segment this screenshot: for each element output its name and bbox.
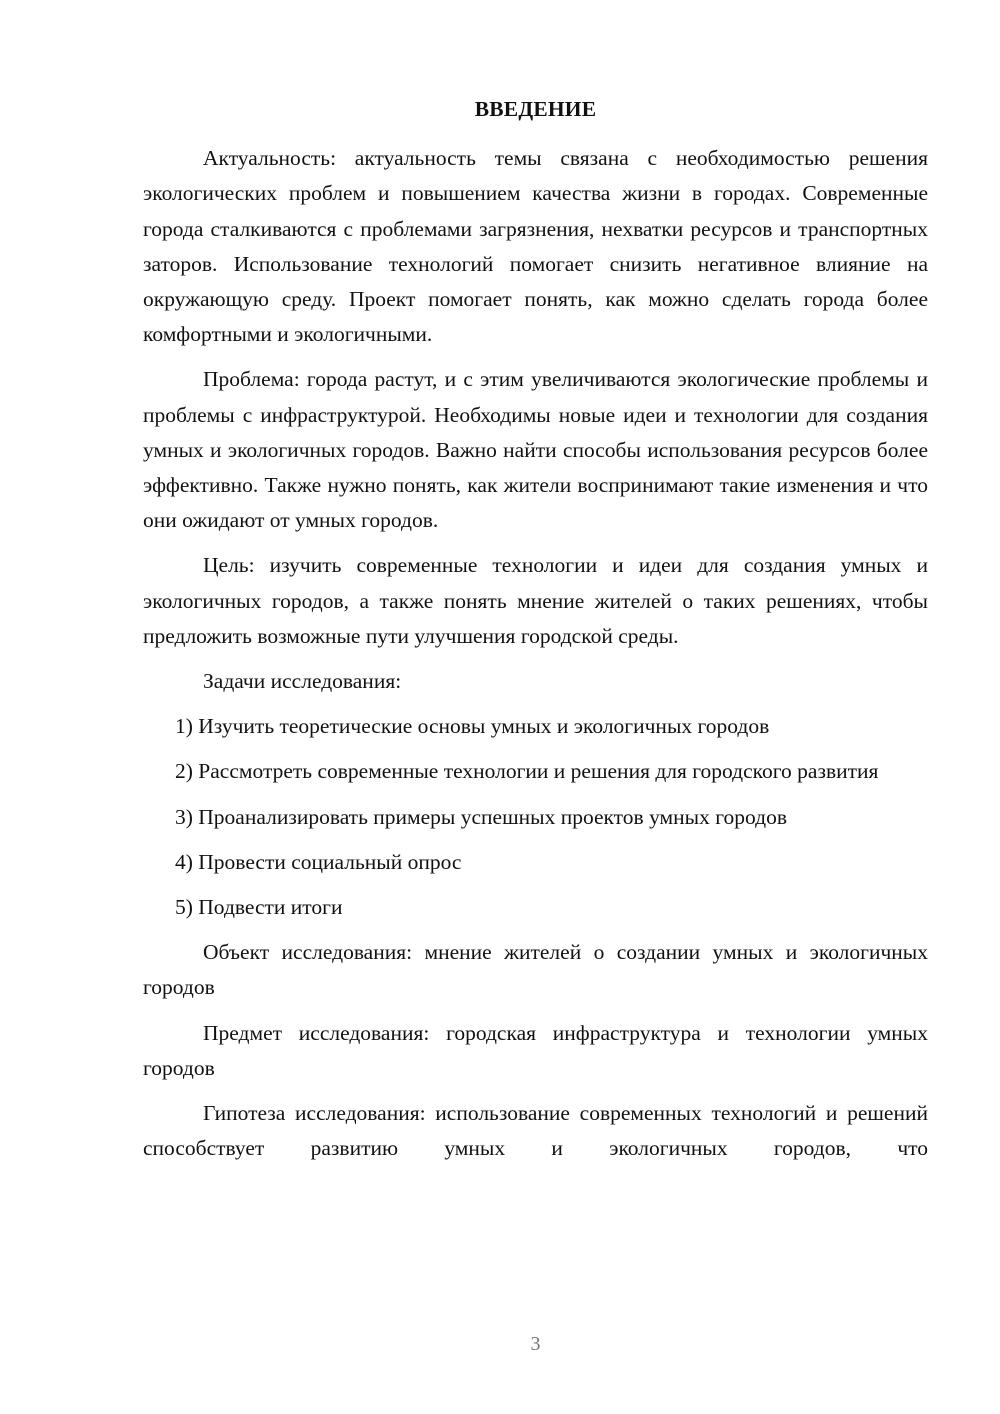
task-item: 3) Проанализировать примеры успешных проектов умных городов — [175, 804, 787, 829]
tasks-list — [143, 709, 928, 925]
task-item: 4) Провести социальный опрос — [175, 849, 462, 874]
object-paragraph: Объект исследования: мнение жителей о создании умных и экологичных городов — [143, 940, 928, 1000]
goal-paragraph: Цель: изучить современные технологии и идеи для создания умных и экологичных городов, а также понять мнение жителей о таких решениях, чтобы предложить возможные пути улучшения городской среды. — [143, 553, 928, 648]
task-item: 5) Подвести итоги — [175, 895, 343, 920]
tasks-title: Задачи исследования: — [203, 669, 402, 694]
relevance-paragraph: Актуальность: актуальность темы связана с необходимостью решения экологических проблем и повышением качества жизни в городах. Современные города сталкиваются с проблемами загрязнения, нехватки ресурсов и транспортных заторов. Использование технологий помогает снизить негативное влияние на окружающую среду. Проект помогает понять, как можно сделать города более комфортными и экологичными. — [143, 146, 928, 347]
section-heading: ВВЕДЕНИЕ — [474, 97, 597, 121]
page-number: 3 — [530, 1333, 541, 1355]
page-content — [143, 92, 928, 1176]
subject-paragraph: Предмет исследования: городская инфраструктура и технологии умных городов — [143, 1020, 928, 1080]
task-item: 2) Рассмотреть современные технологии и решения для городского развития — [175, 759, 879, 784]
task-item: 1) Изучить теоретические основы умных и экологичных городов — [175, 714, 770, 739]
hypothesis-paragraph: Гипотеза исследования: использование современных технологий и решений способствует развитию умных и экологичных городов, что — [143, 1101, 928, 1161]
problem-paragraph: Проблема: города растут, и с этим увеличиваются экологические проблемы и проблемы с инфраструктурой. Необходимы новые идеи и технологии для создания умных и экологичных городов. Важно найти способы использования ресурсов более эффективно. Также нужно понять, как жители воспринимают такие изменения и что они ожидают от умных городов. — [143, 367, 928, 533]
